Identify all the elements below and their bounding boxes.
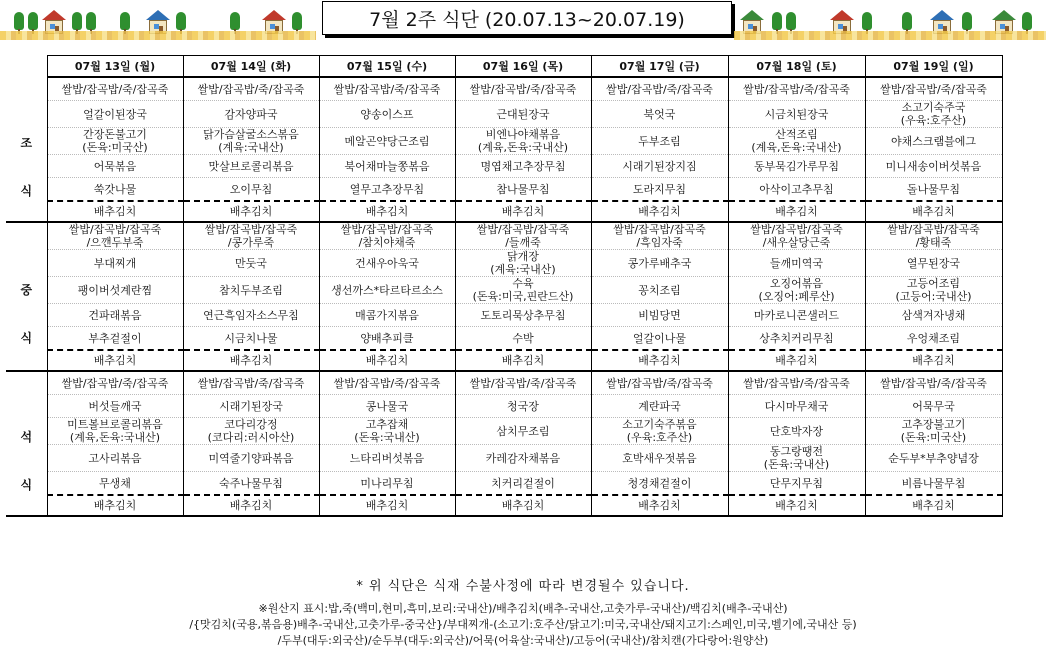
meal-label-bottom: 식 <box>20 478 33 492</box>
menu-item: 배추김치 <box>865 495 1002 516</box>
menu-row <box>6 77 1002 101</box>
menu-item: 배추김치 <box>319 495 455 516</box>
menu-item: 마카로니콘샐러드 <box>728 304 865 327</box>
menu-item: 양배추피클 <box>319 327 455 351</box>
menu-item: 배추김치 <box>183 350 319 371</box>
menu-item: 메알곤약당근조림 <box>319 128 455 155</box>
meal-label-top: 석 <box>20 430 33 444</box>
menu-item: 수박 <box>455 327 591 351</box>
menu-item: 청국장 <box>455 395 591 418</box>
menu-item: 삼색겨자냉채 <box>865 304 1002 327</box>
menu-item: 배추김치 <box>455 201 591 222</box>
meal-label-lunch <box>6 222 47 371</box>
menu-item: 맛살브로콜리볶음 <box>183 155 319 178</box>
menu-item: 시래기된장국 <box>183 395 319 418</box>
menu-item: 비름나물무침 <box>865 472 1002 496</box>
menu-item: 고사리볶음 <box>47 445 183 472</box>
menu-item: 시금치나물 <box>183 327 319 351</box>
meal-label-bottom: 식 <box>20 331 33 345</box>
menu-item: 쌀밥/잡곡밥/잡곡죽 /황태죽 <box>865 222 1002 250</box>
menu-item: 콩나물국 <box>319 395 455 418</box>
village-decoration-left <box>0 2 316 40</box>
menu-item: 배추김치 <box>728 495 865 516</box>
menu-row <box>6 101 1002 128</box>
menu-item: 배추김치 <box>183 495 319 516</box>
menu-item: 배추김치 <box>455 350 591 371</box>
menu-item: 배추김치 <box>47 495 183 516</box>
menu-row <box>6 350 1002 371</box>
menu-item: 도토리묵상추무침 <box>455 304 591 327</box>
menu-item: 코다리강정 (코다리:러시아산) <box>183 418 319 445</box>
origin-line: /{맛김치(국용,볶음용)배추-국내산,고춧가루-중국산}/부대찌개-(소고기:호주산/닭고기:미국,국내산/돼지고기:스페인,미국,벨기에,국내산 등) <box>189 618 857 631</box>
menu-item: 팽이버섯계란찜 <box>47 277 183 304</box>
menu-item: 열무고추장무침 <box>319 178 455 202</box>
menu-item: 도라지무침 <box>591 178 728 202</box>
menu-item: 버섯들깨국 <box>47 395 183 418</box>
menu-item: 미니새송이버섯볶음 <box>865 155 1002 178</box>
menu-item: 산적조림 (계육,돈육:국내산) <box>728 128 865 155</box>
menu-item: 들깨미역국 <box>728 250 865 277</box>
menu-row <box>6 495 1002 516</box>
menu-item: 건파래볶음 <box>47 304 183 327</box>
menu-item: 동부묵김가루무침 <box>728 155 865 178</box>
menu-item: 아삭이고추무침 <box>728 178 865 202</box>
menu-item: 고추장불고기 (돈육:미국산) <box>865 418 1002 445</box>
menu-item: 배추김치 <box>455 495 591 516</box>
menu-item: 쌀밥/잡곡밥/죽/잡곡죽 <box>591 77 728 101</box>
menu-item: 배추김치 <box>47 201 183 222</box>
menu-item: 배추김치 <box>728 350 865 371</box>
meal-label-top: 조 <box>20 135 33 150</box>
menu-row <box>6 222 1002 250</box>
menu-item: 오이무침 <box>183 178 319 202</box>
menu-item: 배추김치 <box>728 201 865 222</box>
menu-item: 배추김치 <box>865 201 1002 222</box>
menu-item: 동그랑땡전 (돈육:국내산) <box>728 445 865 472</box>
weekly-menu-table <box>6 55 1003 517</box>
menu-item: 배추김치 <box>591 495 728 516</box>
menu-item: 오징어볶음 (오징어:페루산) <box>728 277 865 304</box>
menu-item: 숙주나물무침 <box>183 472 319 496</box>
menu-item: 감자양파국 <box>183 101 319 128</box>
origin-info <box>0 601 1046 649</box>
menu-item: 시금치된장국 <box>728 101 865 128</box>
menu-item: 청경채겉절이 <box>591 472 728 496</box>
menu-item: 미역줄기양파볶음 <box>183 445 319 472</box>
menu-item: 북엇국 <box>591 101 728 128</box>
menu-row <box>6 395 1002 418</box>
ground-strip <box>0 31 316 40</box>
menu-item: 쌀밥/잡곡밥/죽/잡곡죽 <box>591 371 728 395</box>
menu-item: 열무된장국 <box>865 250 1002 277</box>
menu-row <box>6 304 1002 327</box>
menu-item: 쌀밥/잡곡밥/죽/잡곡죽 <box>728 371 865 395</box>
menu-item: 쌀밥/잡곡밥/죽/잡곡죽 <box>183 77 319 101</box>
day-header: 07월 16일 (목) <box>455 56 591 78</box>
menu-row <box>6 445 1002 472</box>
menu-item: 쌀밥/잡곡밥/죽/잡곡죽 <box>47 371 183 395</box>
menu-item: 우엉채조림 <box>865 327 1002 351</box>
menu-row <box>6 201 1002 222</box>
day-header: 07월 19일 (일) <box>865 56 1002 78</box>
menu-item: 쑥갓나물 <box>47 178 183 202</box>
meal-label-bottom: 식 <box>20 183 33 198</box>
day-header: 07월 17일 (금) <box>591 56 728 78</box>
menu-item: 참치두부조림 <box>183 277 319 304</box>
day-header: 07월 14일 (화) <box>183 56 319 78</box>
menu-item: 단무지무침 <box>728 472 865 496</box>
menu-item: 쌀밥/잡곡밥/죽/잡곡죽 <box>455 371 591 395</box>
menu-item: 건새우아욱국 <box>319 250 455 277</box>
menu-row <box>6 327 1002 351</box>
menu-item: 근대된장국 <box>455 101 591 128</box>
menu-item: 콩가루배추국 <box>591 250 728 277</box>
menu-item: 느타리버섯볶음 <box>319 445 455 472</box>
menu-row <box>6 128 1002 155</box>
menu-item: 쌀밥/잡곡밥/죽/잡곡죽 <box>183 371 319 395</box>
menu-item: 미트볼브로콜리볶음 (계육,돈육:국내산) <box>47 418 183 445</box>
menu-item: 생선까스*타르타르소스 <box>319 277 455 304</box>
menu-item: 부추겉절이 <box>47 327 183 351</box>
menu-item: 북어채마늘쫑볶음 <box>319 155 455 178</box>
menu-item: 상추치커리무침 <box>728 327 865 351</box>
menu-item: 부대찌개 <box>47 250 183 277</box>
menu-item: 치커리겉절이 <box>455 472 591 496</box>
menu-row <box>6 472 1002 496</box>
change-notice: * 위 식단은 식재 수불사정에 따라 변경될수 있습니다. <box>356 579 690 594</box>
menu-item: 쌀밥/잡곡밥/죽/잡곡죽 <box>47 77 183 101</box>
menu-item: 미나리무침 <box>319 472 455 496</box>
menu-item: 양송이스프 <box>319 101 455 128</box>
menu-item: 쌀밥/잡곡밥/잡곡죽 /들깨죽 <box>455 222 591 250</box>
menu-item: 무생채 <box>47 472 183 496</box>
menu-item: 쌀밥/잡곡밥/죽/잡곡죽 <box>728 77 865 101</box>
menu-item: 순두부*부추양념장 <box>865 445 1002 472</box>
menu-item: 쌀밥/잡곡밥/죽/잡곡죽 <box>319 77 455 101</box>
menu-item: 쌀밥/잡곡밥/잡곡죽 /으깬두부죽 <box>47 222 183 250</box>
page-title: 7월 2주 식단 (20.07.13~20.07.19) <box>322 1 732 35</box>
menu-item: 연근흑임자소스무침 <box>183 304 319 327</box>
menu-item: 배추김치 <box>319 350 455 371</box>
menu-item: 다시마무채국 <box>728 395 865 418</box>
menu-item: 쌀밥/잡곡밥/죽/잡곡죽 <box>865 371 1002 395</box>
menu-item: 비빔당면 <box>591 304 728 327</box>
village-decoration-right <box>734 2 1046 40</box>
menu-item: 간장돈불고기 (돈육:미국산) <box>47 128 183 155</box>
menu-item: 닭개장 (계육:국내산) <box>455 250 591 277</box>
menu-item: 명엽채고추장무침 <box>455 155 591 178</box>
menu-item: 닭가슴살굴소스볶음 (계육:국내산) <box>183 128 319 155</box>
menu-item: 호박새우젓볶음 <box>591 445 728 472</box>
menu-item: 야채스크램블에그 <box>865 128 1002 155</box>
menu-item: 소고기숙주국 (우육:호주산) <box>865 101 1002 128</box>
menu-item: 삼치무조림 <box>455 418 591 445</box>
origin-line: /두부(대두:외국산)/순두부(대두:외국산)/어묵(어육살:국내산)/고등어(국내산)/참치캔(가다랑어:원양산) <box>277 634 769 647</box>
menu-item: 꽁치조림 <box>591 277 728 304</box>
menu-item: 단호박자장 <box>728 418 865 445</box>
menu-item: 얼갈이된장국 <box>47 101 183 128</box>
ground-strip <box>734 31 1046 40</box>
menu-item: 배추김치 <box>591 350 728 371</box>
menu-item: 배추김치 <box>865 350 1002 371</box>
menu-item: 배추김치 <box>47 350 183 371</box>
menu-item: 고등어조림 (고등어:국내산) <box>865 277 1002 304</box>
menu-item: 얼갈이나물 <box>591 327 728 351</box>
menu-item: 쌀밥/잡곡밥/잡곡죽 /콩가루죽 <box>183 222 319 250</box>
menu-item: 수육 (돈육:미국,핀란드산) <box>455 277 591 304</box>
menu-item: 배추김치 <box>591 201 728 222</box>
menu-item: 만둣국 <box>183 250 319 277</box>
menu-row <box>6 250 1002 277</box>
menu-item: 쌀밥/잡곡밥/잡곡죽 /새우살당근죽 <box>728 222 865 250</box>
menu-item: 계란파국 <box>591 395 728 418</box>
menu-item: 참나물무침 <box>455 178 591 202</box>
menu-item: 두부조림 <box>591 128 728 155</box>
menu-item: 어묵무국 <box>865 395 1002 418</box>
day-header-row <box>6 56 1002 78</box>
meal-label-breakfast <box>6 77 47 222</box>
menu-row <box>6 371 1002 395</box>
menu-row <box>6 178 1002 202</box>
menu-row <box>6 418 1002 445</box>
menu-body <box>6 77 1002 516</box>
menu-item: 돌나물무침 <box>865 178 1002 202</box>
meal-label-dinner <box>6 371 47 516</box>
menu-item: 배추김치 <box>183 201 319 222</box>
menu-item: 쌀밥/잡곡밥/잡곡죽 /참치야채죽 <box>319 222 455 250</box>
header-banner <box>0 0 1046 44</box>
origin-line: ※원산지 표시:밥,죽(백미,현미,흑미,보리:국내산)/배추김치(배추-국내산,고춧가루-국내산)/백김치(배추-국내산) <box>258 602 788 615</box>
menu-item: 쌀밥/잡곡밥/죽/잡곡죽 <box>865 77 1002 101</box>
menu-item: 소고기숙주볶음 (우육:호주산) <box>591 418 728 445</box>
menu-item: 시래기된장지짐 <box>591 155 728 178</box>
menu-item: 비엔나야채볶음 (계육,돈육:국내산) <box>455 128 591 155</box>
menu-row <box>6 155 1002 178</box>
day-header: 07월 13일 (월) <box>47 56 183 78</box>
menu-item: 쌀밥/잡곡밥/죽/잡곡죽 <box>455 77 591 101</box>
menu-item: 쌀밥/잡곡밥/죽/잡곡죽 <box>319 371 455 395</box>
menu-item: 쌀밥/잡곡밥/잡곡죽 /흑임자죽 <box>591 222 728 250</box>
header-corner <box>6 56 47 78</box>
menu-item: 배추김치 <box>319 201 455 222</box>
day-header: 07월 15일 (수) <box>319 56 455 78</box>
menu-item: 어묵볶음 <box>47 155 183 178</box>
menu-item: 고추잡채 (돈육:국내산) <box>319 418 455 445</box>
menu-row <box>6 277 1002 304</box>
menu-item: 매콤가지볶음 <box>319 304 455 327</box>
day-header: 07월 18일 (토) <box>728 56 865 78</box>
meal-label-top: 중 <box>20 283 33 297</box>
menu-item: 카레감자채볶음 <box>455 445 591 472</box>
